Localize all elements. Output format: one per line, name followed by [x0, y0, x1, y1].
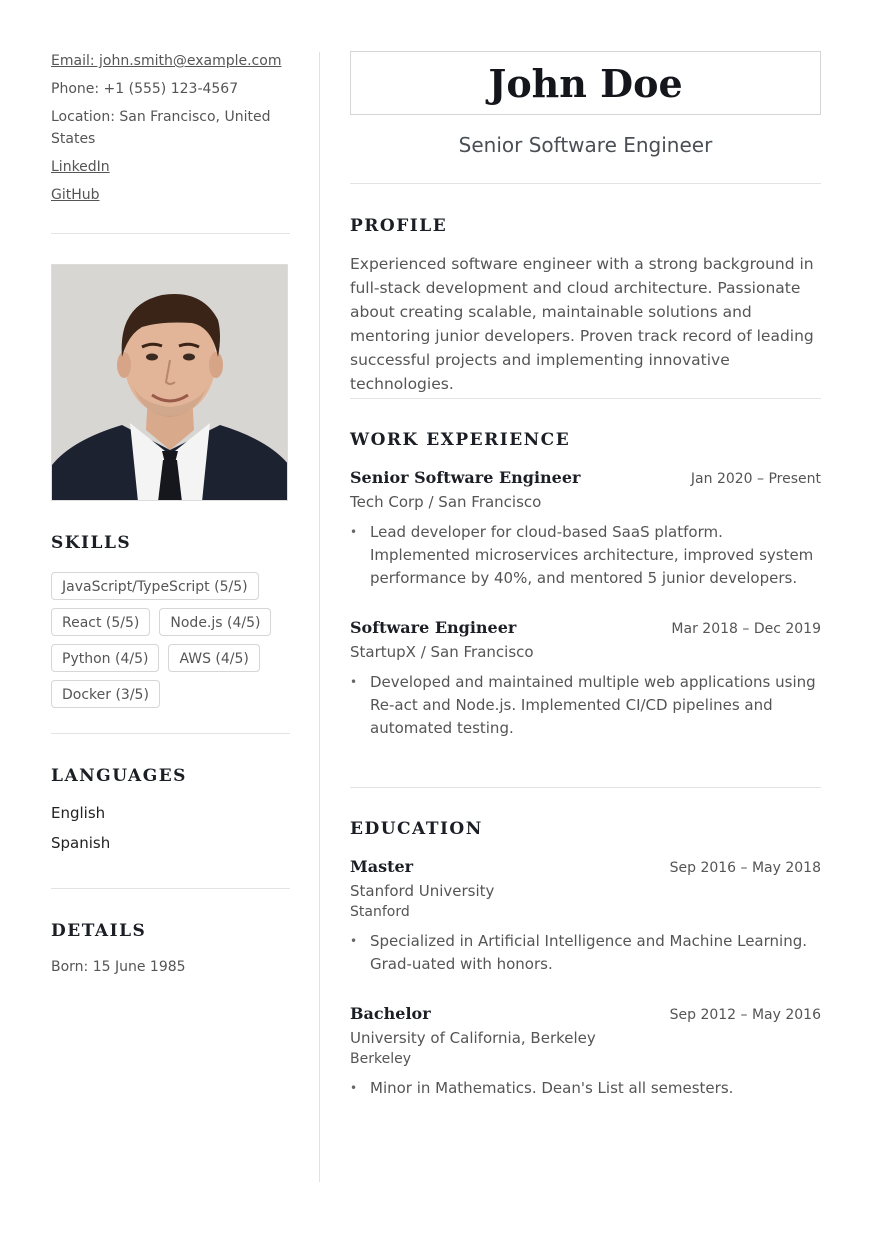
education-section [350, 819, 821, 1100]
degree-title: Bachelor [350, 1004, 431, 1023]
job-dates: Mar 2018 – Dec 2019 [671, 621, 821, 637]
job-dates: Jan 2020 – Present [690, 471, 821, 487]
sidebar-divider-skills [51, 733, 290, 734]
skill-chip: Node.js (4/5) [159, 608, 271, 636]
degree-bullet [350, 930, 821, 976]
divider-work [350, 787, 821, 788]
bullet-icon: • [350, 675, 358, 689]
language-item: Spanish [51, 834, 111, 852]
location-text: Location: San Francisco, United States [51, 109, 271, 147]
portrait-image [52, 265, 288, 501]
bullet-icon: • [350, 525, 358, 539]
column-divider [319, 52, 320, 1182]
degree-bullet-text: Minor in Mathematics. Dean's List all semesters. [370, 1079, 734, 1097]
education-entry [350, 1004, 821, 1100]
degree-dates: Sep 2012 – May 2016 [669, 1007, 821, 1023]
job-bullet [350, 671, 821, 740]
job-title: Senior Software Engineer [458, 133, 713, 157]
email-link[interactable]: Email: john.smith@example.com [51, 53, 282, 69]
work-section [350, 430, 821, 740]
sidebar-divider-languages [51, 888, 290, 889]
school-name: Stanford University [350, 882, 495, 900]
job-company: Tech Corp / San Francisco [350, 493, 542, 511]
contact-block [51, 48, 290, 206]
skill-chip: AWS (4/5) [168, 644, 259, 672]
skill-chip: Docker (3/5) [51, 680, 160, 708]
degree-bullet-text: Specialized in Artificial Intelligence and Machine Learning. Grad-uated with honors. [370, 932, 807, 973]
skill-chip: JavaScript/TypeScript (5/5) [51, 572, 259, 600]
job-title: Senior Software Engineer [350, 468, 581, 487]
github-link[interactable]: GitHub [51, 187, 100, 203]
skills-section [51, 533, 131, 553]
divider-profile [350, 398, 821, 399]
job-bullet-text: Lead developer for cloud-based SaaS platform. Implemented microservices architecture, improved system performance by 40%, and mentored 5 junior developers. [370, 523, 814, 587]
profile-heading: PROFILE [350, 216, 448, 236]
linkedin-link[interactable]: LinkedIn [51, 159, 110, 175]
school-name: University of California, Berkeley [350, 1029, 596, 1047]
job-title: Software Engineer [350, 618, 517, 637]
degree-bullet [350, 1077, 821, 1100]
languages-heading: LANGUAGES [51, 766, 187, 786]
language-item: English [51, 804, 106, 822]
skill-chip: React (5/5) [51, 608, 150, 636]
skill-chip: Python (4/5) [51, 644, 159, 672]
divider-header [350, 183, 821, 184]
profile-section [350, 216, 821, 396]
work-heading: WORK EXPERIENCE [350, 430, 571, 450]
job-bullet [350, 521, 821, 590]
job-entry [350, 618, 821, 740]
name-box [350, 51, 821, 115]
born-text: Born: 15 June 1985 [51, 959, 186, 975]
education-heading: EDUCATION [350, 819, 483, 839]
details-heading: DETAILS [51, 921, 147, 941]
school-city: Berkeley [350, 1051, 411, 1067]
skills-chips [51, 572, 290, 716]
school-city: Stanford [350, 904, 410, 920]
bullet-icon: • [350, 934, 358, 948]
job-entry [350, 468, 821, 590]
job-bullet-text: Developed and maintained multiple web applications using Re-act and Node.js. Implemented CI/CD pipelines and automated testing. [370, 673, 816, 737]
skills-heading: SKILLS [51, 533, 132, 553]
profile-photo [51, 264, 288, 501]
profile-text: Experienced software engineer with a strong background in full-stack development and cloud architecture. Passionate about creating scalable, maintainable solutions and mentoring junior developers. Proven track record of leading successful projects and implementing innovative technologies. [350, 255, 814, 393]
education-entry [350, 857, 821, 976]
degree-title: Master [350, 857, 414, 876]
bullet-icon: • [350, 1081, 358, 1095]
degree-dates: Sep 2016 – May 2018 [669, 860, 821, 876]
languages-section [51, 766, 290, 858]
main-column [350, 51, 821, 157]
details-section [51, 921, 290, 975]
job-company: StartupX / San Francisco [350, 643, 534, 661]
phone-text: Phone: +1 (555) 123-4567 [51, 81, 239, 97]
person-name: John Doe [488, 60, 683, 106]
sidebar-divider-contact [51, 233, 290, 234]
